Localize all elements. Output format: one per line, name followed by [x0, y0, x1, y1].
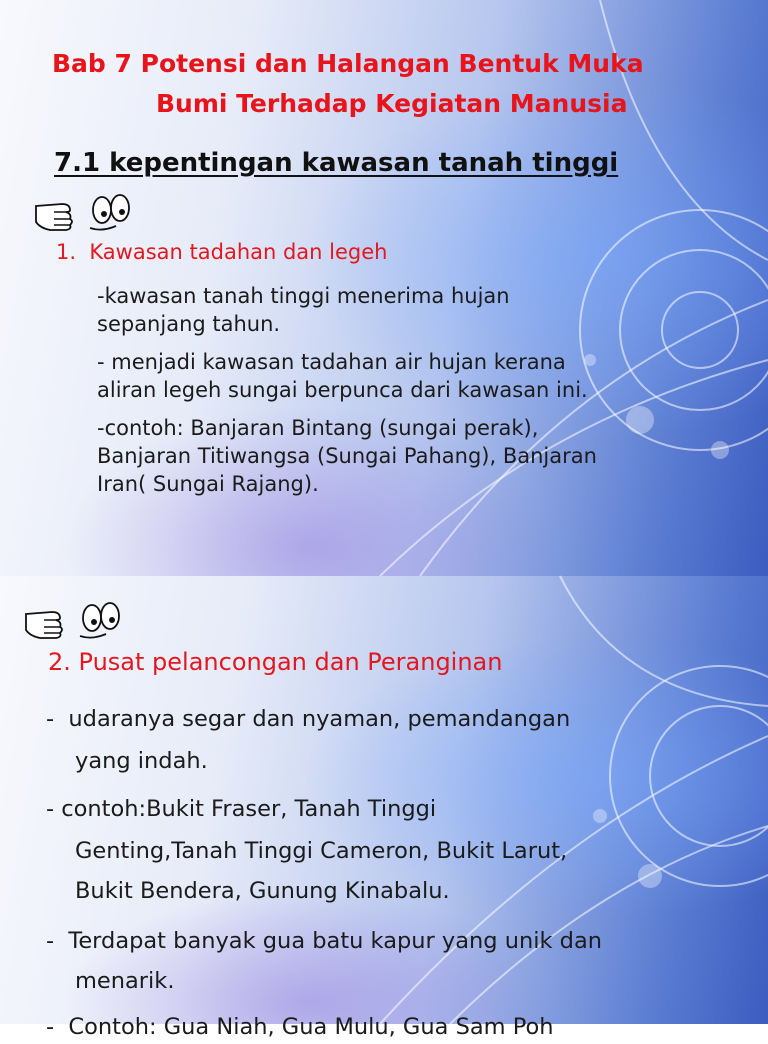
body-line: -kawasan tanah tinggi menerima hujan	[97, 284, 510, 308]
body-line: Genting,Tanah Tinggi Cameron, Bukit Larut,	[75, 838, 568, 864]
body-line: - Contoh: Gua Niah, Gua Mulu, Gua Sam Poh	[46, 1014, 554, 1040]
body-line: - menjadi kawasan tadahan air hujan kerana	[97, 350, 566, 374]
body-line: - contoh:Bukit Fraser, Tanah Tinggi	[46, 796, 437, 822]
peeking-eyes-icon	[80, 603, 119, 638]
body-line: -contoh: Banjaran Bintang (sungai perak),	[97, 416, 539, 440]
body-line: Iran( Sungai Rajang).	[97, 472, 319, 496]
slide-title	[52, 44, 742, 124]
body-line: yang indah.	[75, 748, 208, 774]
body-line: - Terdapat banyak gua batu kapur yang unik dan	[46, 928, 603, 954]
body-line: Bukit Bendera, Gunung Kinabalu.	[75, 878, 450, 904]
list-item-2-heading: 2. Pusat pelancongan dan Peranginan	[48, 648, 503, 676]
body-line: sepanjang tahun.	[97, 312, 281, 336]
body-line: Banjaran Titiwangsa (Sungai Pahang), Banjaran	[97, 444, 597, 468]
peeking-eyes-icon	[90, 195, 129, 230]
item-number: 1.	[56, 240, 77, 264]
pointing-hand-icon	[20, 598, 120, 642]
body-line: aliran legeh sungai berpunca dari kawasan ini.	[97, 378, 588, 402]
title-line-2: Bumi Terhadap Kegiatan Manusia	[156, 89, 628, 118]
slide-2	[0, 576, 768, 1040]
title-line-1: Bab 7 Potensi dan Halangan Bentuk Muka	[52, 49, 644, 78]
item-title: Kawasan tadahan dan legeh	[89, 240, 388, 264]
section-heading: 7.1 kepentingan kawasan tanah tinggi	[54, 148, 619, 178]
pointing-hand-icon	[30, 190, 130, 234]
body-line: - udaranya segar dan nyaman, pemandangan	[46, 706, 571, 732]
list-item-1-heading	[56, 240, 387, 264]
body-line: menarik.	[75, 968, 175, 994]
